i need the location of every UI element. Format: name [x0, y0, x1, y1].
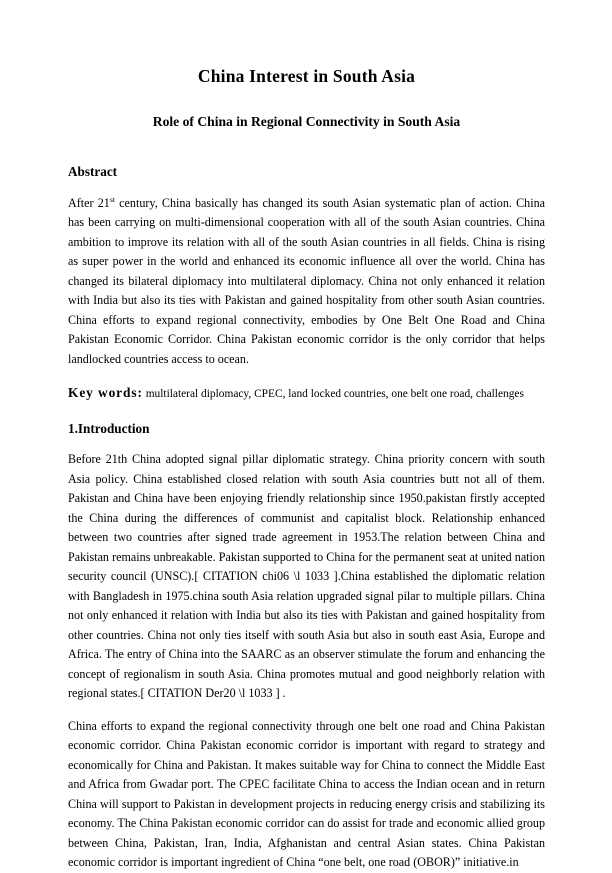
keywords-line: [68, 369, 545, 405]
abstract-text-lead: After 21: [68, 195, 110, 210]
introduction-paragraph-2: China efforts to expand the regional connectivity through one belt one road and China Pakistan economic corridor. China Pakistan economic corridor is important with regard to strategy and economically for China and Pakistan. It makes suitable way for China to connect the Middle East and Africa from Gwadar port. The CPEC facilitate China to access the Indian ocean and in return China will support to Pakistan in development projects in reducing energy crisis and stabilizing its economy. The China Pakistan economic corridor can do assist for trade and economic allied group between China, Pakistan, Iran, India, Afghanistan and central Asian states. China Pakistan economic corridor is important ingredient of China “one belt, one road (OBOR)” initiative.in: [68, 718, 545, 870]
introduction-heading: 1.Introduction: [68, 420, 150, 436]
keywords-values: multilateral diplomacy, CPEC, land locked countries, one belt one road, challenges: [142, 388, 524, 401]
introduction-paragraph-1: Before 21th China adopted signal pillar diplomatic strategy. China priority concern with south Asia policy. China established closed relation with south Asia countries butt not all of them. Pakistan and China have been enjoying friendly relationship since 1950.pakistan firstly accepted the China during the differences of communist and capitalist block. Relationship enhanced between two countries after signed trade agreement in 1953.The relation between China and Pakistan remains unbreakable. Pakistan supported to China for the permanent seat at united nation security council (UNSC).[ CITATION chi06 \l 1033 ].China established the diplomatic relation with Bangladesh in 1975.china south Asia relation upgraded signal pilar to multiple pillars. China not only enhanced it relation with India but also its ties with Pakistan and gained hospitality from other countries. China not only ties itself with south Asia but also in south east Asia, Europe and Africa. The entry of China into the SAARC as an observer stimulate the forum and enhancing the concept of regionalism in south Asia. China promotes mutual and good neighborly relation with regional states.[ CITATION Der20 \l 1033 ] .: [68, 452, 545, 701]
keywords-label: Key words:: [68, 385, 143, 401]
document-content-column: [68, 0, 545, 873]
document-title: China Interest in South Asia: [197, 66, 416, 86]
abstract-text-body: century, China basically has changed its south Asian systematic plan of action. China has been carrying on multi-dimensional cooperation with all of the south Asian countries. China ambition to improve its relation with all of the south Asian countries in all fields. China is rising as super power in the world and enhanced its economic influence all over the world. China has changed its bilateral diplomacy into multilateral diplomacy. China not only enhanced it relation with India but also its ties with Pakistan and gained hospitality from other south Asian countries. China efforts to expand regional connectivity, embodies by One Belt One Road and China Pakistan Economic Corridor. China Pakistan economic corridor is the only corridor that helps landlocked countries access to ocean.: [68, 195, 545, 366]
abstract-paragraph: [68, 181, 545, 370]
document-subtitle: Role of China in Regional Connectivity in South Asia: [152, 114, 461, 129]
ordinal-suffix: st: [109, 194, 115, 204]
abstract-heading: Abstract: [68, 164, 118, 180]
